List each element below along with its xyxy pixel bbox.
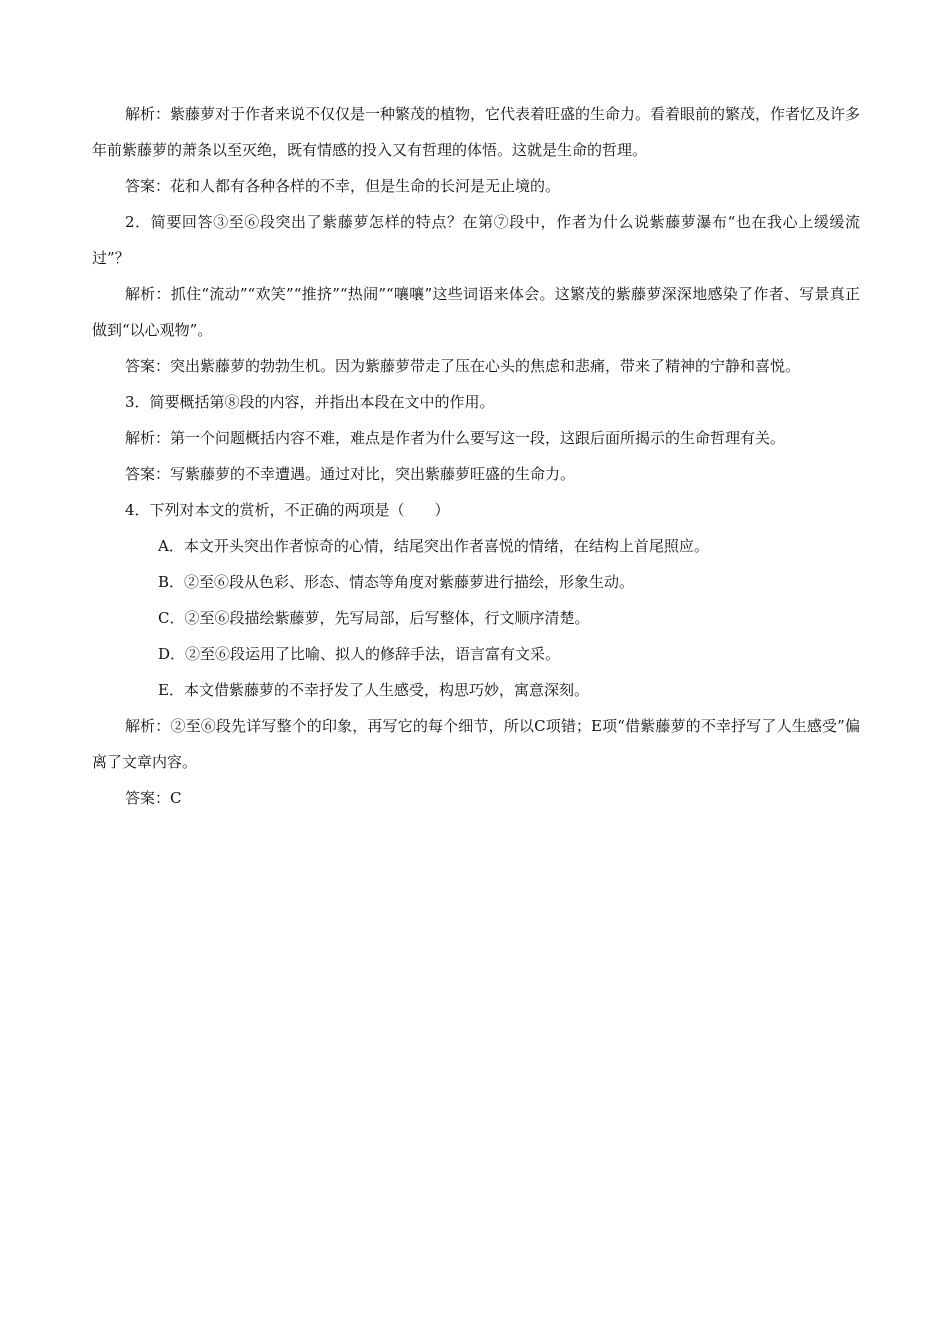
question-4: 4．下列对本文的赏析，不正确的两项是（ ） <box>125 501 450 519</box>
analysis-paragraph-2: 解析：抓住“流动”“欢笑”“推挤”“热闹”“嚷嚷”这些词语来体会。这繁茂的紫藤萝深深地感染了作者、写景真正做到“以心观物”。 <box>92 285 860 339</box>
document-page <box>92 96 860 816</box>
question-3: 3．简要概括第⑧段的内容，并指出本段在文中的作用。 <box>125 393 495 411</box>
option-a: A．本文开头突出作者惊奇的心情，结尾突出作者喜悦的情绪，在结构上首尾照应。 <box>158 537 709 555</box>
analysis-paragraph-1: 解析：紫藤萝对于作者来说不仅仅是一种繁茂的植物，它代表着旺盛的生命力。看着眼前的繁茂，作者忆及许多年前紫藤萝的萧条以至灭绝，既有情感的投入又有哲理的体悟。这就是生命的哲理。 <box>92 105 861 159</box>
question-2: 2．简要回答③至⑥段突出了紫藤萝怎样的特点？在第⑦段中，作者为什么说紫藤萝瀑布“也在我心上缓缓流过”？ <box>92 213 860 267</box>
answer-paragraph-4: 答案：C <box>125 789 182 807</box>
analysis-paragraph-3: 解析：第一个问题概括内容不难，难点是作者为什么要写这一段，这跟后面所揭示的生命哲理有关。 <box>125 429 786 447</box>
answer-paragraph-1: 答案：花和人都有各种各样的不幸，但是生命的长河是无止境的。 <box>125 177 561 195</box>
option-c: C．②至⑥段描绘紫藤萝，先写局部，后写整体，行文顺序清楚。 <box>158 609 590 627</box>
analysis-paragraph-4: 解析：②至⑥段先详写整个的印象，再写它的每个细节，所以C项错；E项“借紫藤萝的不幸抒写了人生感受”偏离了文章内容。 <box>92 717 860 771</box>
option-e: E．本文借紫藤萝的不幸抒发了人生感受，构思巧妙，寓意深刻。 <box>158 681 589 699</box>
option-d: D．②至⑥段运用了比喻、拟人的修辞手法，语言富有文采。 <box>158 645 561 663</box>
answer-paragraph-3: 答案：写紫藤萝的不幸遭遇。通过对比，突出紫藤萝旺盛的生命力。 <box>125 465 576 483</box>
option-b: B．②至⑥段从色彩、形态、情态等角度对紫藤萝进行描绘，形象生动。 <box>158 573 635 591</box>
answer-paragraph-2: 答案：突出紫藤萝的勃勃生机。因为紫藤萝带走了压在心头的焦虑和悲痛，带来了精神的宁静和喜悦。 <box>125 357 801 375</box>
